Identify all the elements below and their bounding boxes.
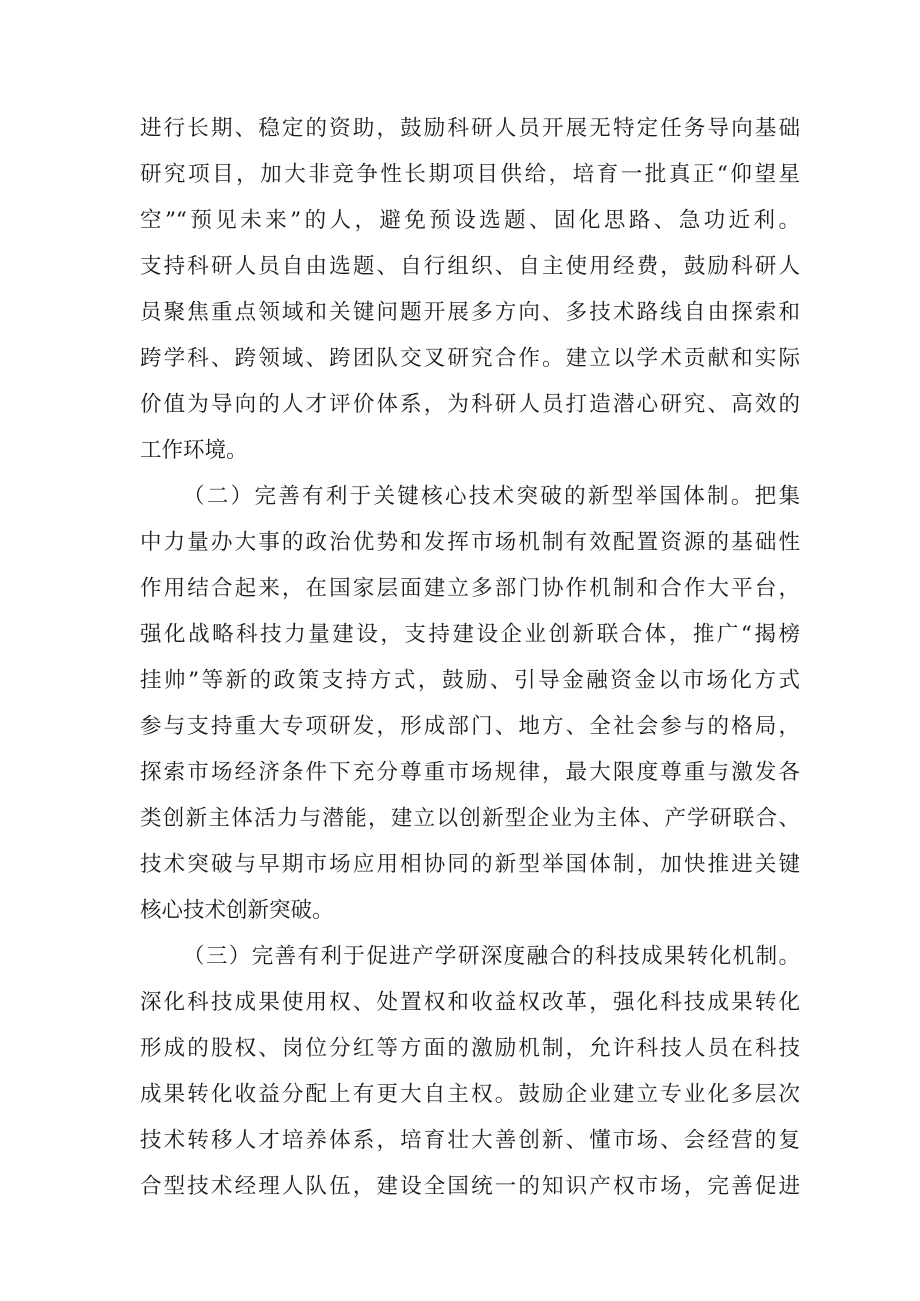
- text-line: 探索市场经济条件下充分尊重市场规律，最大限度尊重与激发各: [140, 760, 800, 785]
- text-line: 挂帅”等新的政策支持方式，鼓励、引导金融资金以市场化方式: [140, 668, 800, 693]
- text-line: 空”“预见未来”的人，避免预设选题、固化思路、急功近利。: [140, 208, 800, 233]
- text-line: 合型技术经理人队伍，建设全国统一的知识产权市场，完善促进: [140, 1174, 800, 1199]
- paragraph-1: [140, 106, 800, 474]
- text-line: 作用结合起来，在国家层面建立多部门协作机制和合作大平台，: [140, 576, 800, 601]
- text-line: 参与支持重大专项研发，形成部门、地方、全社会参与的格局，: [140, 714, 800, 739]
- paragraph-3: [140, 934, 800, 1210]
- text-line: 形成的股权、岗位分红等方面的激励机制，允许科技人员在科技: [140, 1036, 800, 1061]
- text-line: 类创新主体活力与潜能，建立以创新型企业为主体、产学研联合、: [140, 806, 800, 831]
- text-line: （二）完善有利于关键核心技术突破的新型举国体制。把集: [183, 484, 800, 509]
- text-line: 研究项目，加大非竞争性长期项目供给，培育一批真正“仰望星: [140, 162, 800, 187]
- text-line: 进行长期、稳定的资助，鼓励科研人员开展无特定任务导向基础: [140, 116, 800, 141]
- text-line: 支持科研人员自由选题、自行组织、自主使用经费，鼓励科研人: [140, 254, 800, 279]
- text-line: 技术突破与早期市场应用相协同的新型举国体制，加快推进关键: [140, 852, 800, 877]
- text-line: 成果转化收益分配上有更大自主权。鼓励企业建立专业化多层次: [140, 1082, 800, 1107]
- text-line: 中力量办大事的政治优势和发挥市场机制有效配置资源的基础性: [140, 530, 800, 555]
- text-line: 核心技术创新突破。: [140, 898, 334, 923]
- text-line: 技术转移人才培养体系，培育壮大善创新、懂市场、会经营的复: [140, 1128, 800, 1153]
- text-line: 价值为导向的人才评价体系，为科研人员打造潜心研究、高效的: [140, 392, 800, 417]
- body-text: [140, 106, 800, 1210]
- paragraph-2: [140, 474, 800, 934]
- text-line: 跨学科、跨领域、跨团队交叉研究合作。建立以学术贡献和实际: [140, 346, 800, 371]
- text-line: 员聚焦重点领域和关键问题开展多方向、多技术路线自由探索和: [140, 300, 800, 325]
- text-line: 工作环境。: [140, 438, 248, 463]
- text-line: （三）完善有利于促进产学研深度融合的科技成果转化机制。: [183, 944, 800, 969]
- text-line: 强化战略科技力量建设，支持建设企业创新联合体，推广“揭榜: [140, 622, 800, 647]
- text-line: 深化科技成果使用权、处置权和收益权改革，强化科技成果转化: [140, 990, 800, 1015]
